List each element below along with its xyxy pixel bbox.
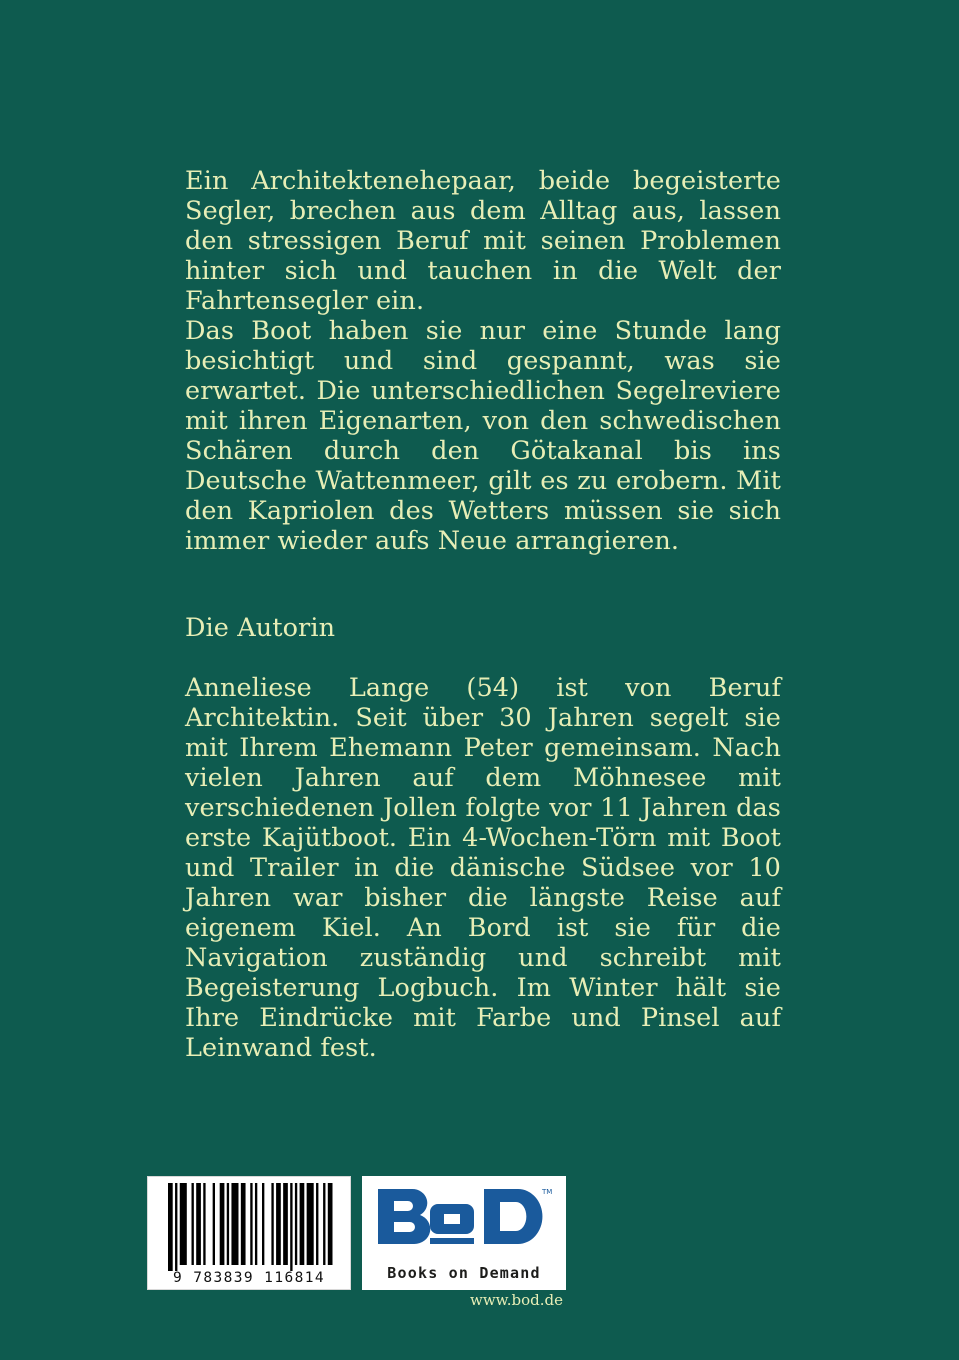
blurb-paragraph-2: Das Boot haben sie nur eine Stunde lang besichtigt und sind gespannt, was sie erwartet. Die unterschiedlichen Segelreviere mit ihren Eigenarten, von den schwedischen Schären durch den Götakanal bis ins Deutsche Wattenmeer, gilt es zu erobern. Mit den Kapriolen des Wetters müssen sie sich immer wieder aufs Neue arrangieren. <box>185 316 781 556</box>
barcode-bar <box>220 1183 225 1265</box>
barcode-bar <box>295 1183 297 1265</box>
barcode-bar <box>316 1183 318 1265</box>
barcode-bar <box>307 1183 314 1265</box>
barcode-bar <box>283 1183 288 1265</box>
barcode-bar <box>175 1183 177 1271</box>
trademark-mark: TM <box>542 1188 553 1196</box>
blurb <box>185 166 781 556</box>
barcode-bar <box>255 1183 257 1265</box>
barcode-bar <box>262 1183 264 1265</box>
blurb-paragraph-1: Ein Architektenehepaar, beide begeisterte Segler, brechen aus dem Alltag aus, lassen den stressigen Beruf mit seinen Problemen hinter sich und tauchen in die Welt der Fahrtensegler ein. <box>185 166 781 316</box>
barcode-bar <box>271 1183 273 1265</box>
isbn-barcode <box>147 1176 351 1290</box>
publisher-tagline: Books on Demand <box>387 1264 541 1282</box>
barcode-bar <box>276 1183 281 1265</box>
barcode-bar <box>213 1183 215 1265</box>
barcode-bar <box>168 1183 173 1271</box>
barcode-bar <box>227 1183 229 1265</box>
barcode-bar <box>241 1183 246 1265</box>
publisher-logo-box <box>362 1176 566 1290</box>
author-bio-text: Anneliese Lange (54) ist von Beruf Architektin. Seit über 30 Jahren segelt sie mit Ihrem Ehemann Peter gemeinsam. Nach vielen Jahren auf dem Möhnesee mit verschiedenen Jollen folgte vor 11 Jahren das erste Kajütboot. Ein 4-Wochen-Törn mit Boot und Trailer in die dänische Südsee vor 10 Jahren war bisher die längste Reise auf eigenem Kiel. An Bord ist sie für die Navigation zuständig und schreibt mit Begeisterung Logbuch. Im Winter hält sie Ihre Eindrücke mit Farbe und Pinsel auf Leinwand fest. <box>185 673 781 1063</box>
author-heading: Die Autorin <box>185 613 336 643</box>
barcode-bar <box>231 1183 238 1265</box>
publisher-url: www.bod.de <box>470 1291 563 1309</box>
barcode-bar <box>250 1183 252 1265</box>
barcode-bar <box>300 1183 305 1265</box>
barcode-bar <box>192 1183 194 1265</box>
barcode-bar <box>203 1183 205 1265</box>
barcode-bar <box>290 1183 292 1271</box>
barcode-bar <box>196 1183 201 1265</box>
barcode-bar <box>328 1183 333 1265</box>
bod-logo <box>372 1184 556 1259</box>
barcode-bar <box>323 1183 325 1265</box>
barcode-digits: 9 783839 116814 <box>173 1270 325 1286</box>
author-bio <box>185 673 781 1063</box>
barcode-bar <box>180 1183 187 1265</box>
